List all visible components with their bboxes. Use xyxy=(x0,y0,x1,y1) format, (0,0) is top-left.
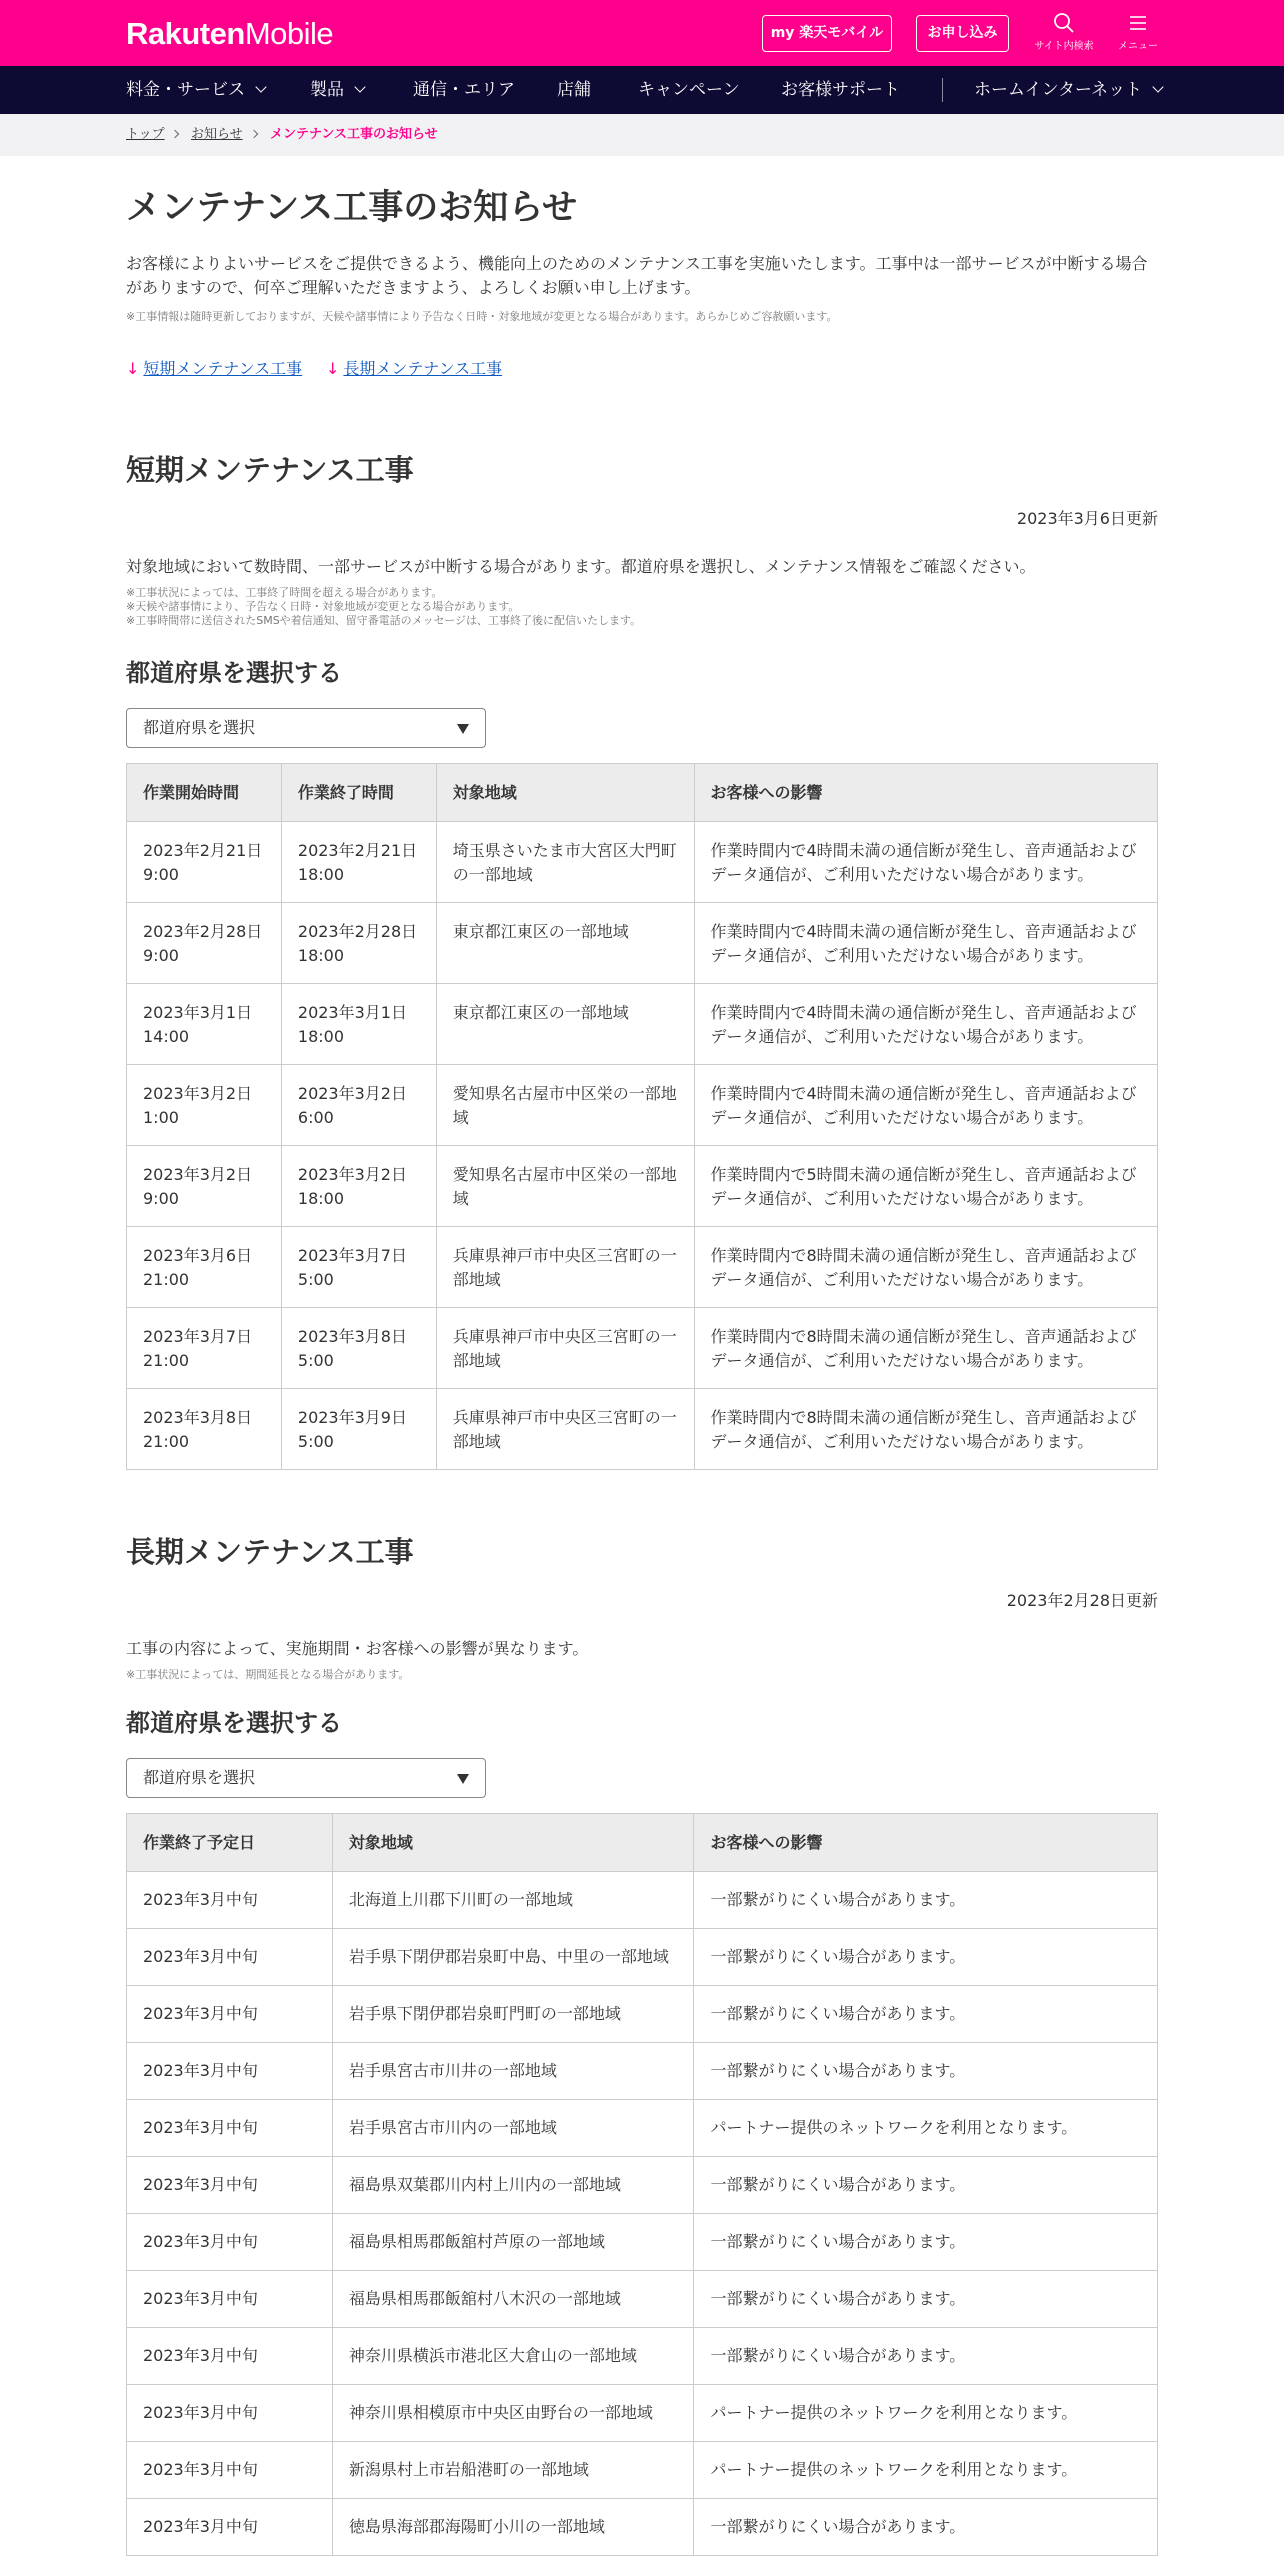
table-row xyxy=(127,1227,1158,1308)
breadcrumb-current: メンテナンス工事のお知らせ xyxy=(270,127,438,142)
table-cell: 兵庫県神戸市中央区三宮町の一 部地域 xyxy=(436,1389,694,1470)
table-cell: 2023年3月中旬 xyxy=(127,2100,333,2157)
table-cell: 2023年3月6日 21:00 xyxy=(127,1227,282,1308)
table-cell: 2023年2月28日 18:00 xyxy=(281,903,436,984)
chevron-right-icon xyxy=(250,130,258,138)
table-row xyxy=(127,2442,1158,2499)
table-cell: 2023年3月中旬 xyxy=(127,1986,333,2043)
table-row xyxy=(127,2157,1158,2214)
table-cell: 2023年3月2日 18:00 xyxy=(281,1146,436,1227)
table-row xyxy=(127,2043,1158,2100)
table-cell: 福島県双葉郡川内村上川内の一部地域 xyxy=(332,2157,694,2214)
table-cell: 2023年3月中旬 xyxy=(127,2442,333,2499)
table-cell: 2023年3月9日 5:00 xyxy=(281,1389,436,1470)
search-label: サイト内検索 xyxy=(1034,41,1094,52)
table-row xyxy=(127,2328,1158,2385)
my-rakuten-mobile-button[interactable]: my 楽天モバイル xyxy=(762,15,892,52)
main-content xyxy=(0,156,1284,2568)
table-cell: 作業時間内で4時間未満の通信断が発生し、音声通話および データ通信が、ご利用いただけない場合があります。 xyxy=(694,984,1158,1065)
table-cell: 2023年3月中旬 xyxy=(127,1929,333,1986)
short-term-title: 短期メンテナンス工事 xyxy=(126,453,414,487)
table-cell: パートナー提供のネットワークを利用となります。 xyxy=(694,2100,1158,2157)
column-header: 対象地域 xyxy=(436,764,694,822)
nav-item-campaign[interactable]: キャンペーン xyxy=(638,80,740,100)
table-cell: 2023年3月8日 5:00 xyxy=(281,1308,436,1389)
table-cell: 岩手県下閉伊郡岩泉町門町の一部地域 xyxy=(332,1986,694,2043)
nav-divider xyxy=(942,78,943,102)
table-cell: 一部繋がりにくい場合があります。 xyxy=(694,2157,1158,2214)
table-row xyxy=(127,1146,1158,1227)
table-cell: 2023年2月28日 9:00 xyxy=(127,903,282,984)
table-cell: 作業時間内で4時間未満の通信断が発生し、音声通話および データ通信が、ご利用いただけない場合があります。 xyxy=(694,1065,1158,1146)
table-cell: 2023年2月21日 18:00 xyxy=(281,822,436,903)
breadcrumb xyxy=(0,114,1284,156)
long-term-updated: 2023年2月28日更新 xyxy=(1006,1591,1158,1610)
table-cell: 2023年3月8日 21:00 xyxy=(127,1389,282,1470)
table-cell: 一部繋がりにくい場合があります。 xyxy=(694,2043,1158,2100)
table-cell: 作業時間内で8時間未満の通信断が発生し、音声通話および データ通信が、ご利用いただけない場合があります。 xyxy=(694,1227,1158,1308)
table-cell: 作業時間内で8時間未満の通信断が発生し、音声通話および データ通信が、ご利用いただけない場合があります。 xyxy=(694,1308,1158,1389)
table-cell: 岩手県宮古市川内の一部地域 xyxy=(332,2100,694,2157)
table-cell: 一部繋がりにくい場合があります。 xyxy=(694,1872,1158,1929)
apply-button[interactable]: お申し込み xyxy=(916,15,1009,52)
menu-label: メニュー xyxy=(1118,41,1158,52)
table-cell: 東京都江東区の一部地域 xyxy=(436,984,694,1065)
short-term-select-heading: 都道府県を選択する xyxy=(126,659,342,687)
table-row xyxy=(127,1986,1158,2043)
long-term-select-heading: 都道府県を選択する xyxy=(126,1709,342,1737)
short-term-description: 対象地域において数時間、一部サービスが中断する場合があります。都道府県を選択し、メンテナンス情報をご確認ください。 xyxy=(126,557,1036,576)
long-term-prefecture-select[interactable]: 都道府県を選択 xyxy=(126,1758,486,1798)
table-row xyxy=(127,903,1158,984)
short-term-updated: 2023年3月6日更新 xyxy=(1016,509,1158,528)
site-search-button[interactable] xyxy=(1031,12,1097,52)
table-cell: 作業時間内で4時間未満の通信断が発生し、音声通話および データ通信が、ご利用いただけない場合があります。 xyxy=(694,822,1158,903)
arrow-down-icon: ↓ xyxy=(126,359,140,378)
table-cell: 兵庫県神戸市中央区三宮町の一 部地域 xyxy=(436,1227,694,1308)
table-cell: 北海道上川郡下川町の一部地域 xyxy=(332,1872,694,1929)
table-cell: 2023年3月2日 9:00 xyxy=(127,1146,282,1227)
table-cell: 一部繋がりにくい場合があります。 xyxy=(694,1986,1158,2043)
table-cell: 2023年3月中旬 xyxy=(127,2214,333,2271)
table-cell: 神奈川県横浜市港北区大倉山の一部地域 xyxy=(332,2328,694,2385)
intro-note: ※工事情報は随時更新しておりますが、天候や諸事情により予告なく日時・対象地域が変更となる場合があります。あらかじめご容赦願います。 xyxy=(126,310,838,323)
anchor-link-long[interactable]: ↓ 長期メンテナンス工事 xyxy=(326,359,503,378)
short-term-notes: ※工事状況によっては、工事終了時間を超える場合があります。 ※天候や諸事情により、予告なく日時・対象地域が変更となる場合があります。 ※工事時間帯に送信されたSMSや着信通知、留守番電話のメッセージは、工事終了後に配信いたします。 xyxy=(126,586,642,627)
table-cell: 2023年2月21日 9:00 xyxy=(127,822,282,903)
table-cell: 埼玉県さいたま市大宮区大門町 の一部地域 xyxy=(436,822,694,903)
table-cell: 作業時間内で5時間未満の通信断が発生し、音声通話および データ通信が、ご利用いただけない場合があります。 xyxy=(694,1146,1158,1227)
breadcrumb-top[interactable]: トップ xyxy=(126,127,165,142)
site-header xyxy=(0,0,1284,66)
column-header: 作業終了時間 xyxy=(281,764,436,822)
table-row xyxy=(127,984,1158,1065)
arrow-down-icon: ↓ xyxy=(326,359,340,378)
table-cell: 2023年3月1日 14:00 xyxy=(127,984,282,1065)
table-cell: 一部繋がりにくい場合があります。 xyxy=(694,2499,1158,2556)
menu-button[interactable] xyxy=(1105,12,1171,52)
long-term-note: ※工事状況によっては、期間延長となる場合があります。 xyxy=(126,1668,410,1681)
table-cell: 岩手県宮古市川井の一部地域 xyxy=(332,2043,694,2100)
table-cell: 2023年3月中旬 xyxy=(127,1872,333,1929)
table-row xyxy=(127,2271,1158,2328)
search-icon xyxy=(1053,12,1075,34)
table-row xyxy=(127,1929,1158,1986)
nav-item-products[interactable]: 製品 xyxy=(310,66,364,114)
table-cell: 神奈川県相模原市中央区由野台の一部地域 xyxy=(332,2385,694,2442)
chevron-right-icon xyxy=(171,130,179,138)
anchor-link-short[interactable]: ↓ 短期メンテナンス工事 xyxy=(126,359,303,378)
table-cell: 岩手県下閉伊郡岩泉町中島、中里の一部地域 xyxy=(332,1929,694,1986)
chevron-down-icon xyxy=(255,81,266,92)
table-row xyxy=(127,2499,1158,2556)
table-row xyxy=(127,1065,1158,1146)
table-cell: 一部繋がりにくい場合があります。 xyxy=(694,2271,1158,2328)
long-term-title: 長期メンテナンス工事 xyxy=(126,1535,414,1569)
short-term-prefecture-select[interactable]: 都道府県を選択 xyxy=(126,708,486,748)
table-cell: パートナー提供のネットワークを利用となります。 xyxy=(694,2385,1158,2442)
nav-item-network-area[interactable]: 通信・エリア xyxy=(413,80,515,100)
table-cell: 2023年3月中旬 xyxy=(127,2271,333,2328)
table-cell: 福島県相馬郡飯舘村芦原の一部地域 xyxy=(332,2214,694,2271)
table-row xyxy=(127,1308,1158,1389)
nav-item-home-internet[interactable]: ホームインターネット xyxy=(974,66,1162,114)
table-row xyxy=(127,822,1158,903)
table-cell: 兵庫県神戸市中央区三宮町の一 部地域 xyxy=(436,1308,694,1389)
table-cell: 一部繋がりにくい場合があります。 xyxy=(694,2328,1158,2385)
table-cell: 東京都江東区の一部地域 xyxy=(436,903,694,984)
table-cell: 作業時間内で4時間未満の通信断が発生し、音声通話および データ通信が、ご利用いただけない場合があります。 xyxy=(694,903,1158,984)
table-cell: 作業時間内で8時間未満の通信断が発生し、音声通話および データ通信が、ご利用いただけない場合があります。 xyxy=(694,1389,1158,1470)
chevron-down-icon xyxy=(1152,81,1163,92)
table-cell: 2023年3月中旬 xyxy=(127,2328,333,2385)
breadcrumb-news[interactable]: お知らせ xyxy=(191,127,243,142)
table-cell: 2023年3月中旬 xyxy=(127,2157,333,2214)
table-row xyxy=(127,2214,1158,2271)
table-row xyxy=(127,2100,1158,2157)
table-cell: 徳島県海部郡海陽町小川の一部地域 xyxy=(332,2499,694,2556)
table-row xyxy=(127,1872,1158,1929)
table-cell: 2023年3月中旬 xyxy=(127,2385,333,2442)
table-cell: 2023年3月1日 18:00 xyxy=(281,984,436,1065)
table-cell: 愛知県名古屋市中区栄の一部地 域 xyxy=(436,1065,694,1146)
nav-item-stores[interactable]: 店舗 xyxy=(557,80,591,100)
table-cell: 2023年3月2日 6:00 xyxy=(281,1065,436,1146)
table-cell: 2023年3月中旬 xyxy=(127,2043,333,2100)
table-cell: 2023年3月2日 1:00 xyxy=(127,1065,282,1146)
table-cell: 2023年3月7日 5:00 xyxy=(281,1227,436,1308)
column-header: お客様への影響 xyxy=(694,1814,1158,1872)
long-term-table xyxy=(126,1813,1158,2556)
table-row xyxy=(127,1389,1158,1470)
table-cell: 新潟県村上市岩船港町の一部地域 xyxy=(332,2442,694,2499)
global-nav xyxy=(0,66,1284,114)
column-header: 対象地域 xyxy=(332,1814,694,1872)
short-term-table xyxy=(126,763,1158,1470)
page-title: メンテナンス工事のお知らせ xyxy=(126,188,578,228)
column-header: お客様への影響 xyxy=(694,764,1158,822)
column-header: 作業開始時間 xyxy=(127,764,282,822)
table-cell: 2023年3月中旬 xyxy=(127,2499,333,2556)
column-header: 作業終了予定日 xyxy=(127,1814,333,1872)
chevron-down-icon xyxy=(354,81,365,92)
rakuten-mobile-logo[interactable]: RakutenMobile xyxy=(126,16,334,51)
nav-item-plans-services[interactable]: 料金・サービス xyxy=(126,66,265,114)
table-cell: 一部繋がりにくい場合があります。 xyxy=(694,1929,1158,1986)
nav-item-support[interactable]: お客様サポート xyxy=(781,80,900,100)
triangle-down-icon xyxy=(457,1774,469,1784)
table-cell: 福島県相馬郡飯舘村八木沢の一部地域 xyxy=(332,2271,694,2328)
triangle-down-icon xyxy=(457,724,469,734)
intro-text: お客様によりよいサービスをご提供できるよう、機能向上のためのメンテナンス工事を実施いたします。工事中は一部サービスが中断する場合 がありますので、何卒ご理解いただきますよう、よろしくお願い申し上げます。 xyxy=(126,254,1148,297)
long-term-description: 工事の内容によって、実施期間・お客様への影響が異なります。 xyxy=(126,1639,589,1658)
table-row xyxy=(127,2385,1158,2442)
menu-icon xyxy=(1127,12,1149,34)
table-cell: 一部繋がりにくい場合があります。 xyxy=(694,2214,1158,2271)
table-cell: 2023年3月7日 21:00 xyxy=(127,1308,282,1389)
table-cell: パートナー提供のネットワークを利用となります。 xyxy=(694,2442,1158,2499)
table-cell: 愛知県名古屋市中区栄の一部地 域 xyxy=(436,1146,694,1227)
